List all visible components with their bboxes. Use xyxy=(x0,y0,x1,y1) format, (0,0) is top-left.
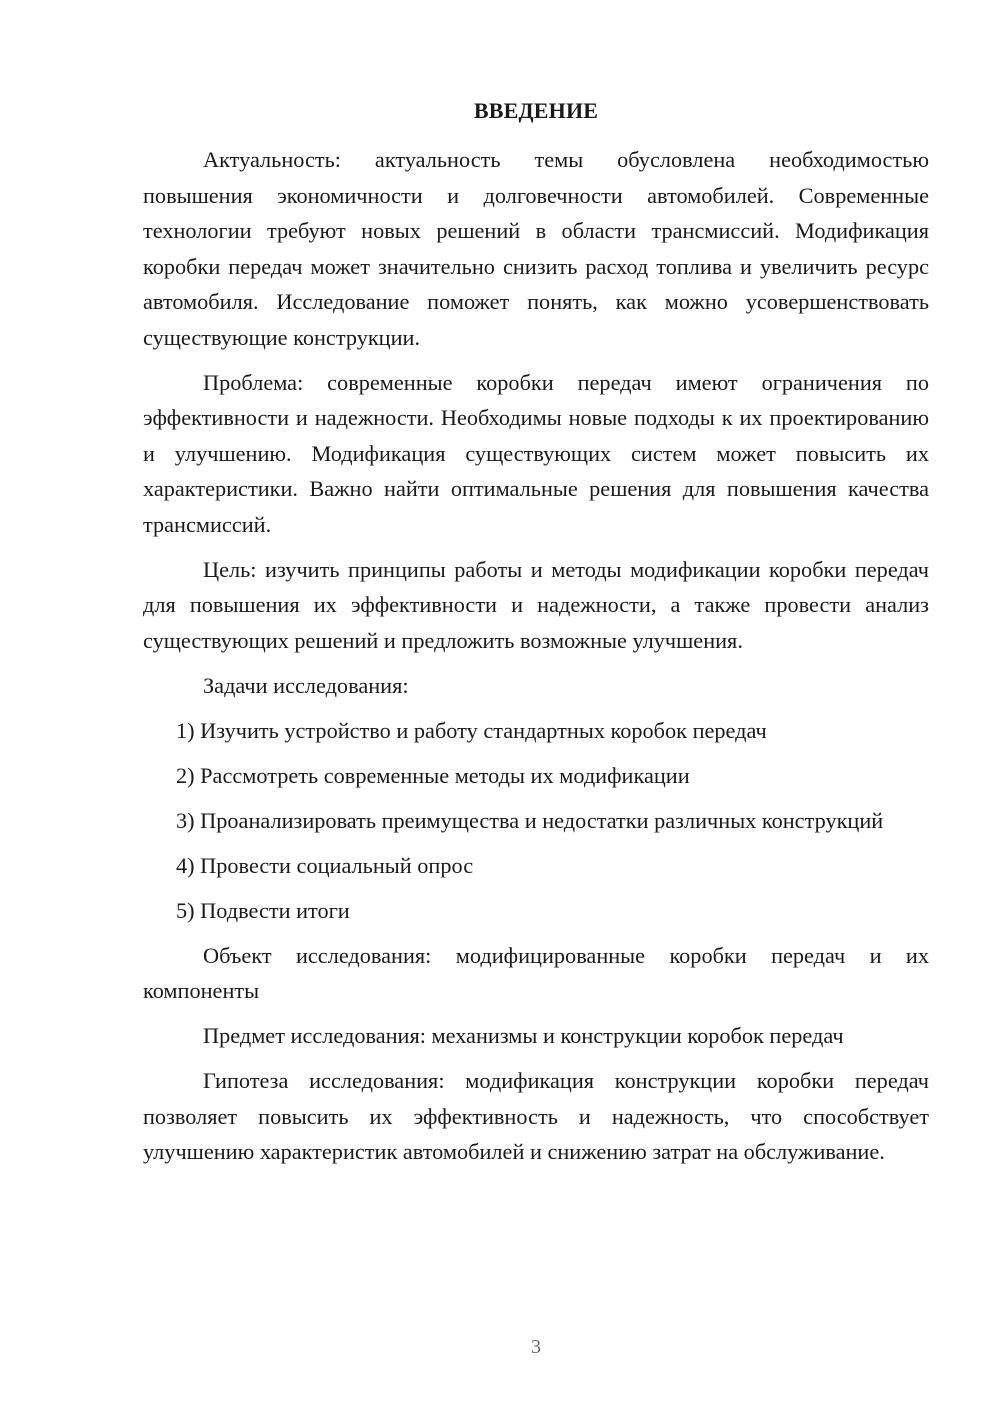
paragraph-problem: Проблема: современные коробки передач имеют ограничения по эффективности и надежности. Необходимы новые подходы к их проектированию и улучшению. Модификация существующих систем может повысить их характеристики. Важно найти оптимальные решения для повышения качества трансмиссий. xyxy=(143,369,929,537)
task-item-3: 3) Проанализировать преимущества и недостатки различных конструкций xyxy=(176,807,884,833)
task-item-5: 5) Подвести итоги xyxy=(176,897,350,923)
task-item-1: 1) Изучить устройство и работу стандартных коробок передач xyxy=(176,717,767,743)
paragraph-hypothesis: Гипотеза исследования: модификация конструкции коробки передач позволяет повысить их эффективность и надежность, что способствует улучшению характеристик автомобилей и снижению затрат на обслуживание. xyxy=(143,1068,929,1164)
page-number: 3 xyxy=(531,1336,541,1358)
task-item-4: 4) Провести социальный опрос xyxy=(176,852,474,878)
paragraph-relevance: Актуальность: актуальность темы обусловлена необходимостью повышения экономичности и долговечности автомобилей. Современные технологии требуют новых решений в области трансмиссий. Модификация коробки передач может значительно снизить расход топлива и увеличить ресурс автомобиля. Исследование поможет понять, как можно усовершенствовать существующие конструкции. xyxy=(143,147,929,350)
paragraph-goal: Цель: изучить принципы работы и методы модификации коробки передач для повышения их эффективности и надежности, а также провести анализ существующих решений и предложить возможные улучшения. xyxy=(143,556,929,653)
page-title: ВВЕДЕНИЕ xyxy=(473,98,599,123)
task-item-2: 2) Рассмотреть современные методы их модификации xyxy=(176,762,690,788)
paragraph-subject: Предмет исследования: механизмы и конструкции коробок передач xyxy=(203,1023,844,1048)
document-body xyxy=(143,142,929,1179)
tasks-heading: Задачи исследования: xyxy=(203,672,409,698)
paragraph-object: Объект исследования: модифицированные коробки передач и их компоненты xyxy=(143,942,929,1003)
